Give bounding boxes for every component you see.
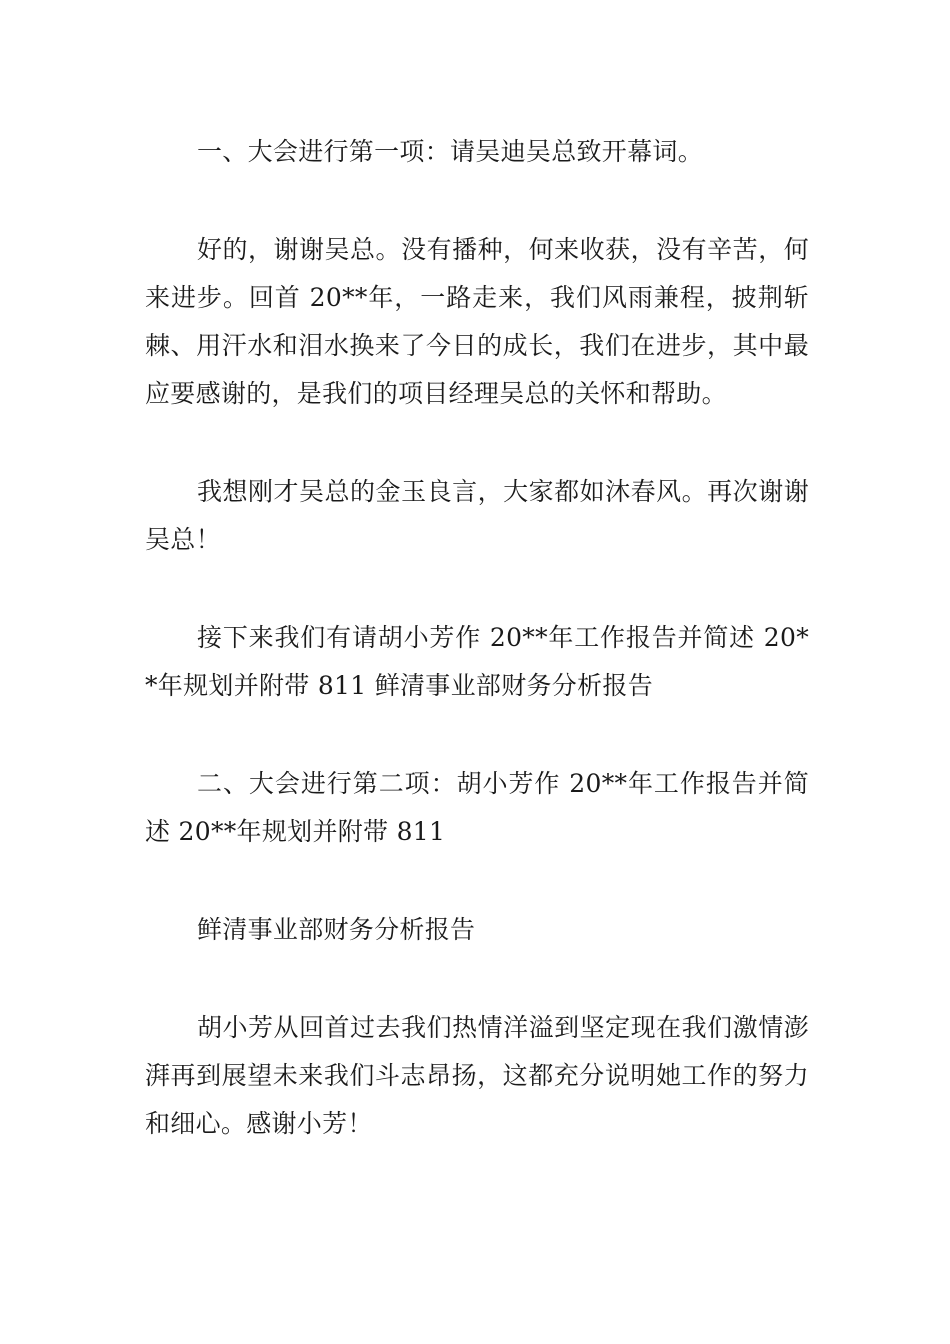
summary-paragraph: 胡小芳从回首过去我们热情洋溢到坚定现在我们激情澎湃再到展望未来我们斗志昂扬，这都充分说明她工作的努力和细心。感谢小芳！ <box>145 1013 809 1138</box>
report-title-line: 鲜清事业部财务分析报告 <box>197 915 476 944</box>
agenda-item-one: 一、大会进行第一项：请吴迪吴总致开幕词。 <box>197 137 704 166</box>
document-body <box>145 128 809 1198</box>
agenda-item-two: 二、大会进行第二项：胡小芳作 20**年工作报告并简述 20**年规划并附带 811 <box>145 769 809 846</box>
introduction-paragraph: 接下来我们有请胡小芳作 20**年工作报告并简述 20**年规划并附带 811 鲜清事业部财务分析报告 <box>145 623 809 700</box>
closing-thanks-paragraph: 我想刚才吴总的金玉良言，大家都如沐春风。再次谢谢吴总！ <box>145 477 809 554</box>
thanks-paragraph: 好的，谢谢吴总。没有播种，何来收获，没有辛苦，何来进步。回首 20**年，一路走来，我们风雨兼程，披荆斩棘、用汗水和泪水换来了今日的成长，我们在进步，其中最应要感谢的，是我们的项目经理吴总的关怀和帮助。 <box>145 235 809 408</box>
